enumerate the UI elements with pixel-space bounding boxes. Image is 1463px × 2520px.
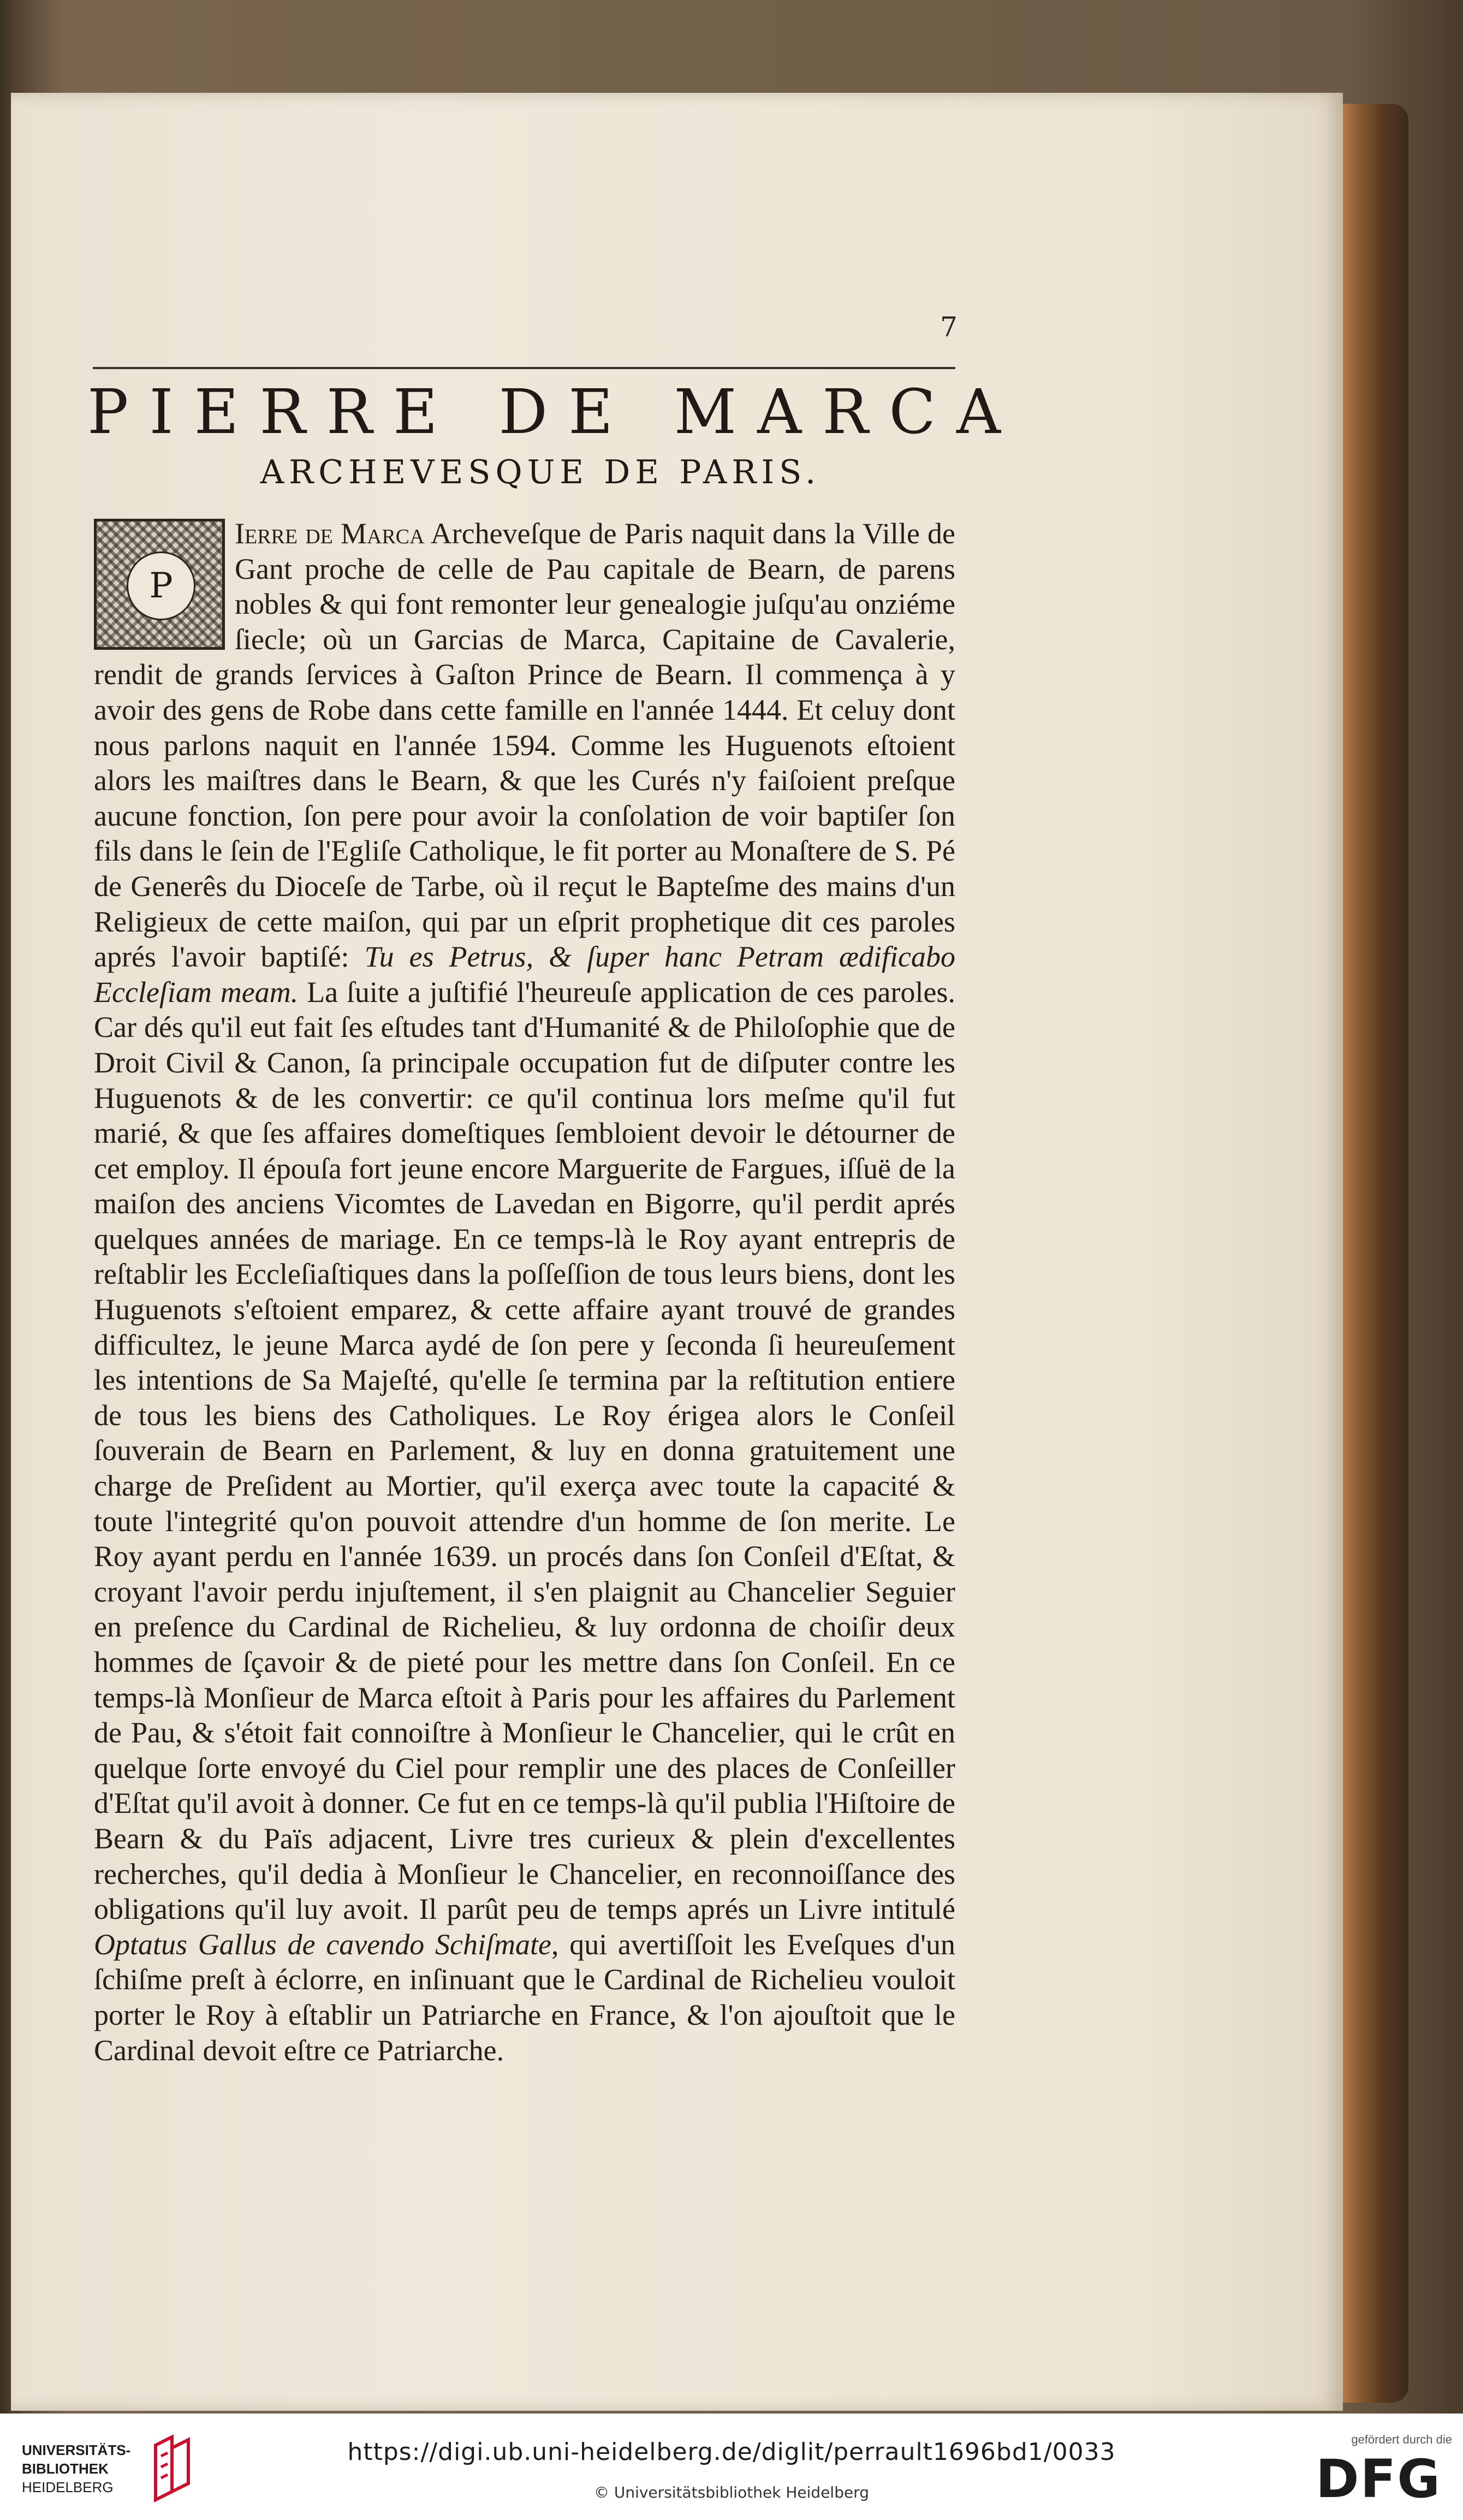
header-rule	[93, 367, 955, 369]
dfg-logo[interactable]: DFG	[1315, 2448, 1441, 2510]
page-subtitle: ARCHEVESQUE DE PARIS.	[260, 453, 821, 491]
latin-quote: Tu es Petrus, & ſuper hanc Petram ædificabo Eccleſiam meam.	[94, 940, 955, 1009]
library-line-3: HEIDELBERG	[22, 2479, 114, 2495]
page-number: 7	[940, 311, 958, 343]
library-line-2: BIBLIOTHEK	[22, 2460, 109, 2477]
library-logo[interactable]	[22, 2441, 164, 2501]
funded-by-label: gefördert durch die	[1351, 2433, 1452, 2446]
book-edge	[1343, 104, 1408, 2403]
body-part-2: La ſuite a juſtifié l'heureuſe application de ces paroles. Car dés qu'il eut fait ſes eſtudes tant d'Humanité & de Philoſophie que de Droit Civil & Canon, ſa principale occupation fut de diſputer contre les Huguenots & de les convertir: ce qu'il continua lors meſme qu'il fut marié, & que ſes affaires domeſtiques ſembloient devoir le détourner de cet employ. Il épouſa fort jeune encore Marguerite de Fargues, iſſuë de la maiſon des anciens Vicomtes de Lavedan en Bigorre, qu'il perdit aprés quelques années de mariage. En ce temps-là le Roy ayant entrepris de reſtablir les Eccleſiaſtiques dans la poſſeſſion de tous leurs biens, dont les Huguenots s'eſtoient emparez, & cette affaire ayant trouvé de grandes difficultez, le jeune Marca aydé de ſon pere y ſeconda ſi heureuſement les intentions de Sa Majeſté, qu'elle ſe termina par la reſtitution entiere de tous les biens des Catholiques. Le Roy érigea alors le Conſeil ſouverain de Bearn en Parlement, & luy en donna gratuitement une charge de Preſident au Mortier, qu'il exerça avec toute la capacité & toute l'integrité qu'on pouvoit attendre d'un homme de ſon merite. Le Roy ayant perdu en l'année 1639. un procés dans ſon Conſeil d'Eſtat, & croyant l'avoir perdu injuſtement, il s'en plaignit au Chancelier Seguier en preſence du Cardinal de Richelieu, & luy ordonna de choiſir deux hommes de ſçavoir & de pieté pour les mettre dans ſon Conſeil. En ce temps-là Monſieur de Marca eſtoit à Paris pour les affaires du Parlement de Pau, & s'étoit fait connoiſtre à Monſieur le Chancelier, qui le crût en quelque ſorte envoyé du Ciel pour remplir une des places de Conſeiller d'Eſtat qu'il avoit à donner. Ce fut en ce temps-là qu'il publia l'Hiſtoire de Bearn & du Païs adjacent, Livre tres curieux & plein d'excellentes recherches, qu'il dedia à Monſieur le Chancelier, en reconnoiſſance des obligations qu'il luy avoit. Il parût peu de temps aprés un Livre intitulé	[94, 975, 955, 1926]
page-title: PIERRE DE MARCA	[87, 377, 1021, 448]
initial-letter: P	[127, 552, 195, 620]
library-mark-icon	[150, 2434, 199, 2505]
body-part-3: , qui avertiſſoit les Eveſques d'un ſchiſme preſt à éclorre, en inſinuant que le Cardinal de Richelieu vouloit porter le Roy à eſtablir un Patriarche en France, & l'on ajouſtoit que le Cardinal devoit eſtre ce Patriarche.	[94, 1928, 955, 2067]
lead-in: Ierre de Marca	[235, 517, 425, 550]
body-text	[94, 516, 955, 2067]
permalink-url[interactable]: https://digi.ub.uni-heidelberg.de/diglit/perrault1696bd1/0033	[347, 2438, 1116, 2466]
library-line-1: UNIVERSITÄTS-	[22, 2442, 131, 2458]
copyright-notice: © Universitätsbibliothek Heidelberg	[593, 2483, 869, 2501]
initial-space	[94, 516, 235, 657]
book-title: Optatus Gallus de cavendo Schiſmate	[94, 1928, 551, 1961]
body-part-1: Archeveſque de Paris naquit dans la Ville de Gant proche de celle de Pau capitale de Bearn, de parens nobles & qui font remonter leur genealogie juſqu'au onziéme ſiecle; où un Garcias de Marca, Capitaine de Cavalerie, rendit de grands ſervices à Gaſton Prince de Bearn. Il commença à y avoir des gens de Robe dans cette famille en l'année 1444. Et celuy dont nous parlons naquit en l'année 1594. Comme les Huguenots eſtoient alors les maiſtres dans le Bearn, & que les Curés n'y faiſoient preſque aucune fonction, ſon pere pour avoir la conſolation de voir baptiſer ſon fils dans le ſein de l'Egliſe Catholique, le fit porter au Monaſtere de S. Pé de Generês du Dioceſe de Tarbe, où il reçut le Bapteſme des mains d'un Religieux de cette maiſon, qui par un eſprit prophetique dit ces paroles aprés l'avoir baptiſé:	[94, 517, 955, 974]
